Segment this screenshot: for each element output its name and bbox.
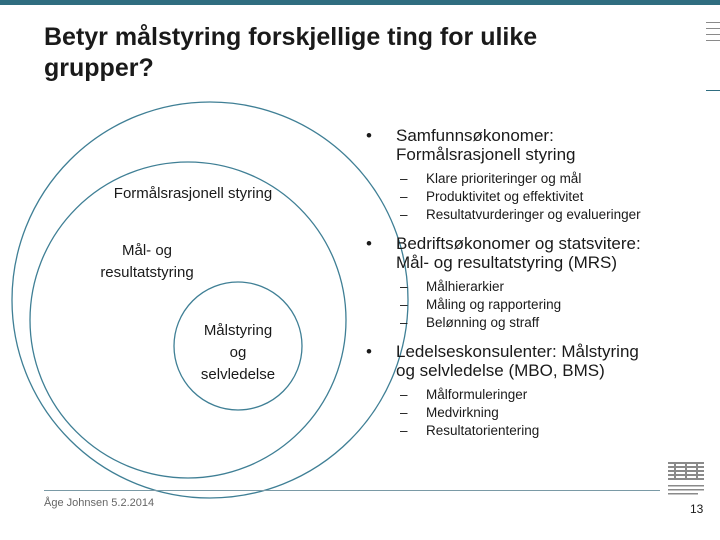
bullet-list [366,126,716,450]
dash-icon: – [400,315,408,330]
page-number: 13 [690,502,704,516]
bullet-text-line-1: Samfunnsøkonomer: [396,126,554,145]
dash-icon: – [400,405,408,420]
sub-bullet-text: Produktivitet og effektivitet [426,189,584,204]
bullet-text-line-2: Mål- og resultatstyring (MRS) [396,253,618,272]
inner-label-line-3: selvledelse [200,366,276,383]
inner-label-line-1: Målstyring [203,322,273,339]
sub-bullet-item [396,386,716,404]
bullet-dot-icon: • [366,342,372,361]
sub-bullet-text: Medvirkning [426,405,499,420]
sub-bullet-text: Målformuleringer [426,387,528,402]
bullet-item [366,342,716,380]
outer-circle-label: Formålsrasjonell styring [113,185,273,202]
sub-bullet-item [396,404,716,422]
sub-bullet-text: Målhierarkier [426,279,505,294]
bullet-dot-icon: • [366,234,372,253]
sub-bullet-item [396,296,716,314]
dash-icon: – [400,171,408,186]
slide-title: Betyr målstyring forskjellige ting for ulike grupper? [44,23,538,82]
bullet-text-line-2: og selvledelse (MBO, BMS) [396,361,605,380]
sub-bullet-item [396,314,716,332]
dash-icon: – [400,387,408,402]
bullet-item [366,234,716,272]
middle-circle [30,162,346,478]
dash-icon: – [400,189,408,204]
sub-bullet-text: Belønning og straff [426,315,540,330]
sub-bullet-item [396,206,716,224]
middle-label-line-1: Mål- og [121,242,173,259]
dash-icon: – [400,279,408,294]
outer-circle [12,102,408,498]
bullet-dot-icon: • [366,126,372,145]
sub-bullet-list [366,278,716,332]
institution-logo-icon [664,460,708,500]
bullet-text-line-1: Bedriftsøkonomer og statsvitere: [396,234,641,253]
bullet-item [366,126,716,164]
dash-icon: – [400,423,408,438]
footer-divider [44,490,660,491]
sub-bullet-list [366,386,716,440]
sub-bullet-text: Resultatorientering [426,423,540,438]
sub-bullet-text: Klare prioriteringer og mål [426,171,582,186]
sub-bullet-item [396,188,716,206]
sub-bullet-item [396,170,716,188]
middle-circle-label [90,240,204,284]
bullet-text-line-2: Formålsrasjonell styring [396,145,576,164]
dash-icon: – [400,207,408,222]
sub-bullet-item [396,278,716,296]
inner-circle-label [193,320,283,386]
sub-bullet-text: Måling og rapportering [426,297,562,312]
footer-author-date: Åge Johnsen 5.2.2014 [44,497,155,509]
bullet-text-line-1: Ledelseskonsulenter: Målstyring [396,342,639,361]
dash-icon: – [400,297,408,312]
sub-bullet-text: Resultatvurderinger og evalueringer [426,207,641,222]
sub-bullet-list [366,170,716,224]
sub-bullet-item [396,422,716,440]
inner-label-line-2: og [229,344,247,361]
middle-label-line-2: resultatstyring [100,264,194,281]
